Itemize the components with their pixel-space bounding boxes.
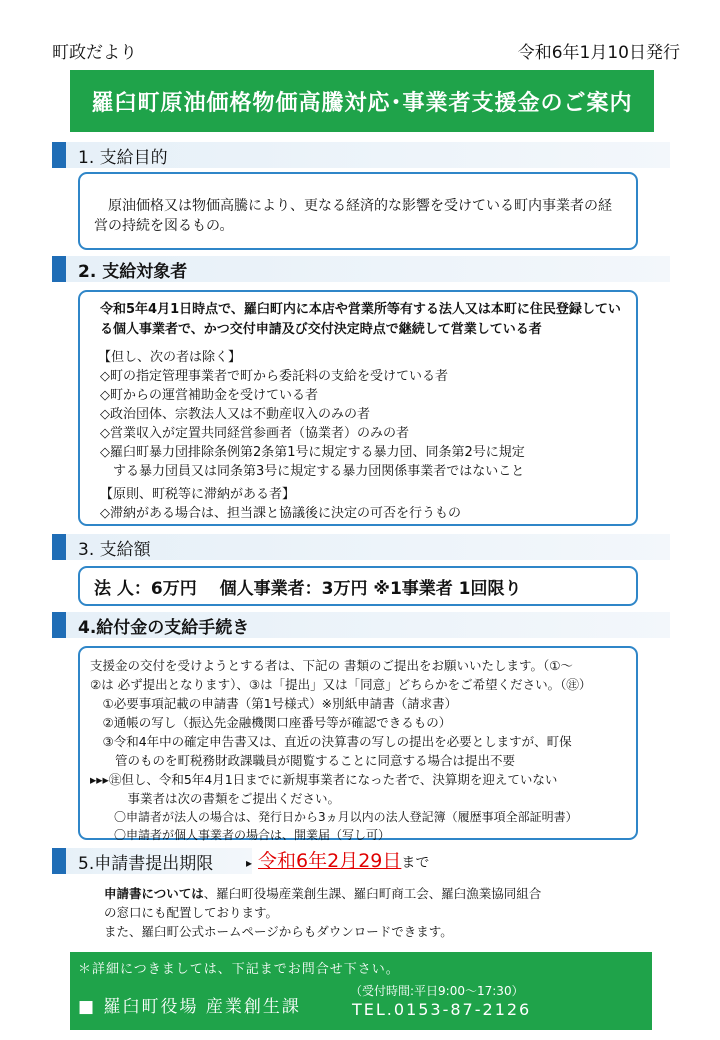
section-title: 2. 支給対象者 bbox=[78, 261, 188, 282]
exception-item: する暴力団員又は同条第3号に規定する暴力団関係事業者ではないこと bbox=[100, 464, 525, 479]
office-name: ■ 羅臼町役場 産業創生課 bbox=[78, 997, 301, 1017]
exception-item: ◇政治団体、宗教法人又は不動産収入のみの者 bbox=[100, 407, 370, 422]
distribution-note bbox=[104, 884, 664, 941]
newsletter-name: 町政だより bbox=[52, 43, 137, 63]
procedure-line: ②は 必ず提出となります）、③は「提出」又は「同意」どちらかをご希望ください。（㊟） bbox=[90, 677, 592, 692]
arrow-icon: ▸ bbox=[246, 856, 253, 870]
eligibility-box bbox=[78, 290, 638, 526]
section-title: 1. 支給目的 bbox=[78, 147, 168, 168]
section-heading-deadline bbox=[52, 848, 252, 874]
section-heading-purpose bbox=[52, 142, 670, 168]
note-line: また、羅臼町公式ホームページからもダウンロードできます。 bbox=[104, 924, 453, 939]
section-marker bbox=[52, 534, 66, 560]
eligibility-lead: 令和5年4月1日時点で、羅臼町内に本店や営業所等有する法人又は本町に住民登録している個人事業者で、かつ交付申請及び交付決定時点で継続して営業している者 bbox=[100, 302, 621, 337]
section-heading-procedure bbox=[52, 612, 670, 638]
procedure-line: 管のものを町税務財政課職員が閲覧することに同意する場合は提出不要 bbox=[90, 753, 516, 768]
contact-notice: ＊詳細につきましては、下記までお問合せ下さい。 bbox=[78, 962, 400, 977]
procedure-line: ▸▸▸㊟但し、令和5年4月1日までに新規事業者になった者で、決算期を迎えていない bbox=[90, 772, 558, 787]
procedure-line: 支援金の交付を受けようとする者は、下記の 書類のご提出をお願いいたします。（①～ bbox=[90, 658, 573, 673]
procedure-line: ③令和4年中の確定申告書又は、直近の決算書の写しの提出を必要としますが、町保 bbox=[90, 734, 572, 749]
procedure-line: ②通帳の写し（振込先金融機関口座番号等が確認できるもの） bbox=[90, 715, 452, 730]
exception-item: ◇町からの運営補助金を受けている者 bbox=[100, 388, 318, 403]
section-marker bbox=[52, 848, 66, 874]
deadline bbox=[246, 846, 429, 873]
exception-title: 【但し、次の者は除く】 bbox=[98, 350, 242, 365]
procedure-line: 事業者は次の書類をご提出ください。 bbox=[90, 791, 341, 806]
amount-box bbox=[78, 566, 638, 606]
amount-text: 法 人：6万円 個人事業者：3万円 ※1事業者 1回限り bbox=[94, 578, 522, 599]
section-marker bbox=[52, 142, 66, 168]
section-title: 5.申請書提出期限 bbox=[78, 853, 214, 874]
exception-item: ◇営業収入が定置共同経営参画者（協業者）のみの者 bbox=[100, 426, 409, 441]
section-marker bbox=[52, 256, 66, 282]
section-title: 3. 支給額 bbox=[78, 539, 151, 560]
exception-item: ◇羅臼町暴力団排除条例第2条第1号に規定する暴力団、同条第2号に規定 bbox=[100, 445, 525, 460]
procedure-line: 〇申請者が法人の場合は、発行日から3ヵ月以内の法人登記簿（履歴事項全部証明書） bbox=[90, 810, 578, 824]
deadline-suffix: まで bbox=[401, 855, 430, 871]
section-title: 4.給付金の支給手続き bbox=[78, 617, 250, 638]
exception-item: ◇町の指定管理事業者で町から委託料の支給を受けている者 bbox=[100, 369, 448, 384]
contact-footer bbox=[70, 952, 652, 1030]
section-heading-amount bbox=[52, 534, 670, 560]
purpose-box bbox=[78, 172, 638, 250]
procedure-line: ①必要事項記載の申請書（第1号様式）※別紙申請書（請求書） bbox=[90, 696, 458, 711]
procedure-line: 〇申請者が個人事業者の場合は、開業届（写し可） bbox=[90, 828, 391, 842]
page-title: 羅臼町原油価格物価高騰対応･事業者支援金のご案内 bbox=[70, 70, 654, 132]
principle-title: 【原則、町税等に滞納がある者】 bbox=[100, 487, 296, 502]
note-line: の窓口にも配置しております。 bbox=[104, 905, 279, 920]
office-phone[interactable]: TEL.0153-87-2126 bbox=[352, 1000, 532, 1019]
office-hours: （受付時間:平日9:00～17:30） bbox=[350, 984, 524, 998]
purpose-text: 原油価格又は物価高騰により、更なる経済的な影響を受けている町内事業者の経営の持続を図るもの。 bbox=[94, 198, 612, 234]
procedure-box bbox=[78, 646, 638, 840]
section-heading-eligibility bbox=[52, 256, 670, 282]
principle-item: ◇滞納がある場合は、担当課と協議後に決定の可否を行うもの bbox=[100, 506, 461, 521]
deadline-date: 令和6年2月29日 bbox=[258, 850, 402, 872]
note-line: 申請書については、羅臼町役場産業創生課、羅臼町商工会、羅臼漁業協同組合 bbox=[104, 886, 542, 901]
issue-date: 令和6年1月10日発行 bbox=[517, 43, 680, 63]
section-marker bbox=[52, 612, 66, 638]
